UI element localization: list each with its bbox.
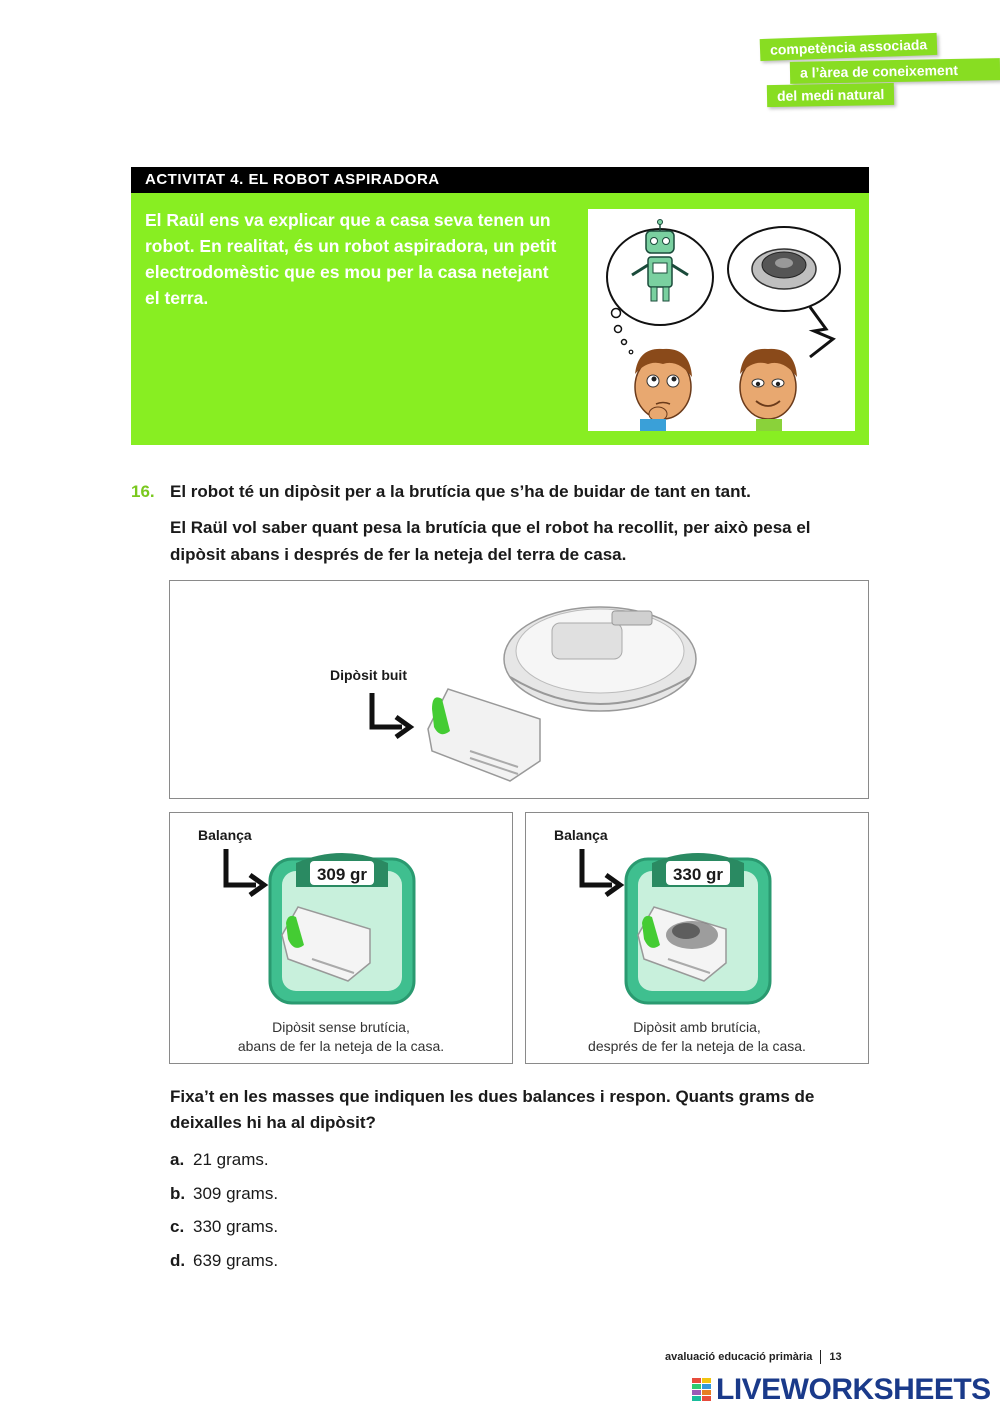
answer-option-b[interactable] [170, 1184, 278, 1204]
competence-tag-line3: del medi natural [767, 83, 895, 107]
answer-option-c[interactable] [170, 1217, 278, 1237]
caption-before-line2: abans de fer la neteja de la casa. [237, 1038, 445, 1054]
option-letter: d. [170, 1251, 186, 1270]
boys-thinking-illustration [588, 209, 855, 431]
activity-intro-text: El Raül ens va explicar que a casa seva tenen un robot. En realitat, és un robot aspiradora, un petit electrodomèstic que es mou per la casa netejant el terra. [145, 210, 557, 308]
arrow-right-icon [372, 693, 410, 737]
scale-after-panel [525, 812, 869, 1064]
option-text: 639 grams. [193, 1251, 279, 1270]
footer-text: avaluació educació primària [665, 1350, 813, 1363]
caption-before-line1: Dipòsit sense brutícia, [272, 1019, 410, 1035]
arrow-right-icon [226, 849, 264, 895]
option-text: 330 grams. [193, 1217, 279, 1236]
page-number: 13 [829, 1350, 842, 1363]
activity-intro-box [131, 193, 869, 445]
robot-vacuum-icon [504, 607, 696, 711]
question-statement: El robot té un dipòsit per a la brutícia que s’ha de buidar de tant en tant. [170, 482, 751, 501]
empty-deposit-icon [428, 689, 540, 781]
empty-deposit-label: Dipòsit buit [330, 667, 407, 683]
scale-label: Balança [198, 827, 252, 843]
question-context: El Raül vol saber quant pesa la brutícia que el robot ha recollit, per això pesa el dipòsit abans i després de fer la neteja del terra de casa. [170, 518, 811, 564]
option-letter: c. [170, 1217, 185, 1236]
scale-reading-after: 330 gr [672, 865, 724, 884]
liveworksheets-brand[interactable]: LIVEWORKSHEETS [716, 1373, 991, 1406]
option-text: 21 grams. [193, 1150, 269, 1169]
answer-option-d[interactable] [170, 1251, 278, 1271]
caption-after-line2: després de fer la neteja de la casa. [588, 1038, 806, 1054]
competence-tag-line2: a l’àrea de coneixement [790, 58, 1000, 84]
question-number: 16. [131, 482, 155, 501]
option-letter: b. [170, 1184, 186, 1203]
arrow-right-icon [582, 849, 620, 895]
answer-option-a[interactable] [170, 1150, 269, 1170]
caption-after-line1: Dipòsit amb brutícia, [633, 1019, 761, 1035]
robot-deposit-image [169, 580, 869, 799]
thinking-boy-icon [635, 349, 692, 431]
scale-before-panel [169, 812, 513, 1064]
page-footer [665, 1350, 842, 1364]
question-prompt: Fixa’t en les masses que indiquen les dues balances i respon. Quants grams de deixalles hi ha al dipòsit? [170, 1087, 815, 1132]
scale-label: Balança [554, 827, 608, 843]
activity-header: ACTIVITAT 4. EL ROBOT ASPIRADORA [131, 167, 869, 193]
competence-tag-line1: competència associada [760, 33, 938, 61]
liveworksheets-logo-icon [692, 1378, 712, 1402]
smiling-boy-icon [740, 349, 797, 431]
robot-vacuum-icon [752, 249, 816, 289]
option-letter: a. [170, 1150, 185, 1169]
scale-reading-before: 309 gr [316, 865, 368, 884]
option-text: 309 grams. [193, 1184, 279, 1203]
